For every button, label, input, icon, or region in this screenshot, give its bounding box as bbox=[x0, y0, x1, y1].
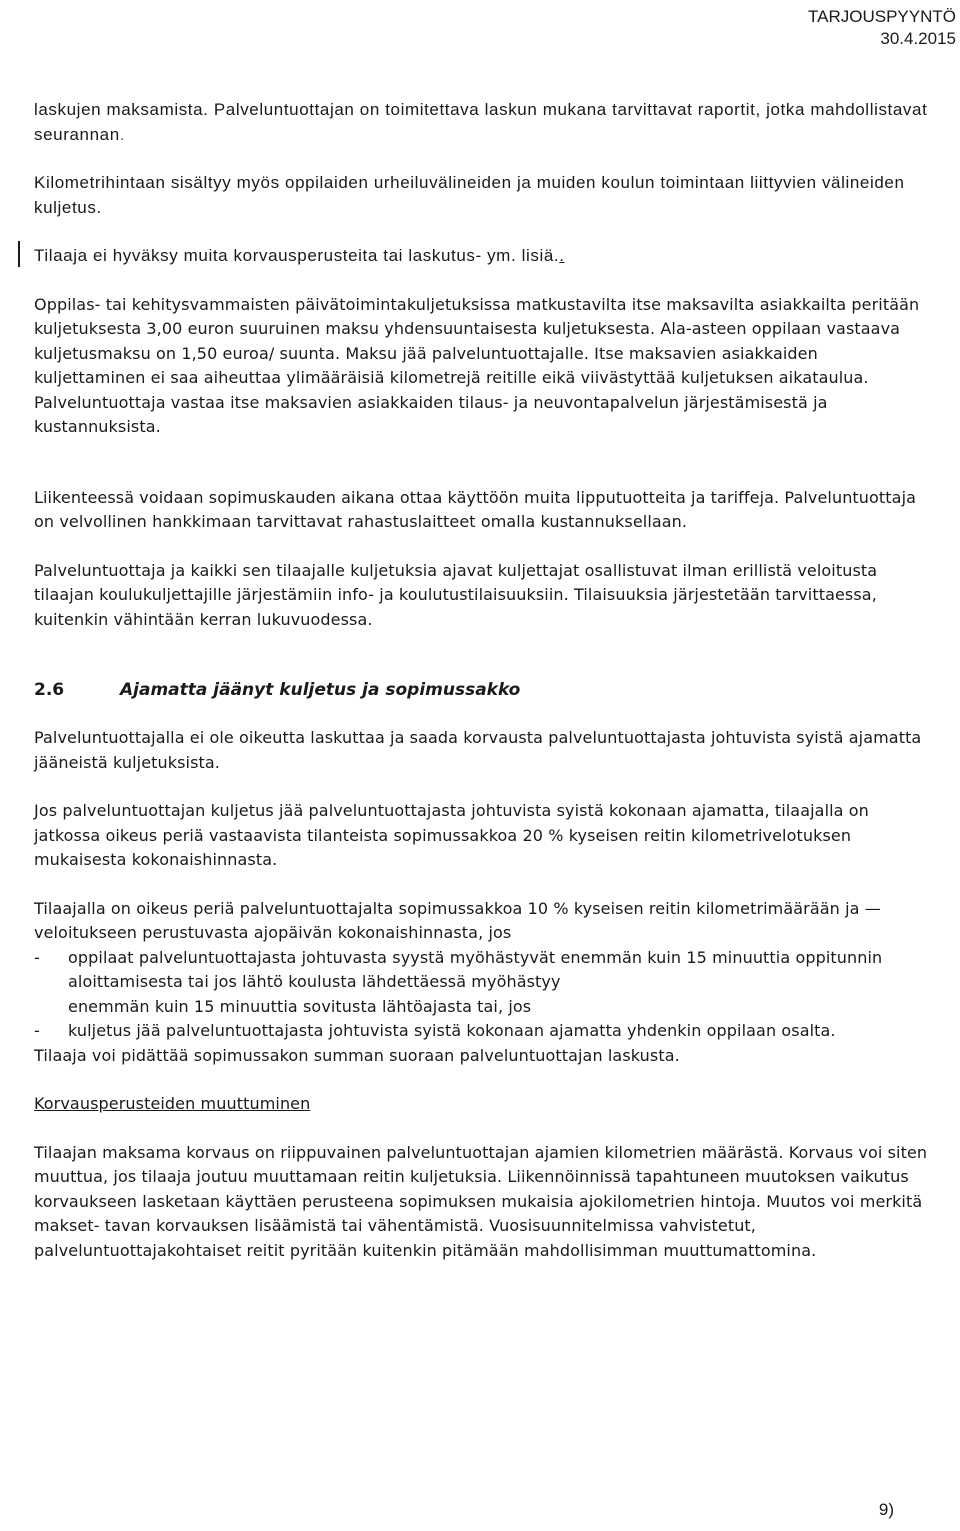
subsection-title: Korvausperusteiden muuttuminen bbox=[34, 1094, 311, 1113]
paragraph-self-paying-customers: Oppilas- tai kehitysvammaisten päivätoimintakuljetuksissa matkustavilta itse maksavilta asiakkailta peritään kuljetuksesta 3,00 euron suuruinen maksu yhdensuuntaisesta kuljetuksesta. Ala-asteen oppilaan vastaava kuljetusmaksu on 1,50 euroa/ suunta. Maksu jää palveluntuottajalle. Itse maksavien asiakkaiden kuljettaminen ei saa aiheuttaa ylimääräisiä kilometrejä reitille eikä viivästyttää kuljetuksen aikataulua. Palveluntuottaja vastaa itse maksavien asiakkaiden tilaus- ja neuvontapalvelun järjestämisestä ja kustannuksista. bbox=[34, 294, 920, 436]
paragraph-penalty-20: Jos palveluntuottajan kuljetus jää palveluntuottajasta johtuvista syistä kokonaan ajamatta, tilaajalla on jatkossa oikeus periä vastaavista tilanteista sopimussakkoa 20 % kyseisen reitin kilometrivelotuksen mukaisesta kokonaishinnasta. bbox=[34, 801, 869, 869]
page-header bbox=[808, 6, 956, 50]
document-body bbox=[34, 98, 934, 1263]
section-number: 2.6 bbox=[34, 680, 65, 700]
section-heading bbox=[34, 678, 934, 702]
paragraph-penalty-10: Tilaajalla on oikeus periä palveluntuottajalta sopimussakkoa 10 % kyseisen reitin kilometrimäärään ja —veloitukseen perustuvasta ajopäivän kokonaishinnasta, jos bbox=[34, 898, 881, 942]
paragraph-ticket-products: Liikenteessä voidaan sopimuskauden aikana ottaa käyttöön muita lipputuotteita ja tariffeja. Palveluntuottaja on velvollinen hankkimaan tarvittavat rahastuslaitteet omalla kustannuksellaan. bbox=[34, 487, 917, 531]
paragraph-withhold-penalty: Tilaaja voi pidättää sopimussakon summan suoraan palveluntuottajan laskusta. bbox=[34, 1045, 680, 1065]
revision-change-bar bbox=[18, 241, 20, 267]
section-title: Ajamatta jäänyt kuljetus ja sopimussakko bbox=[120, 680, 521, 700]
document-title: TARJOUSPYYNTÖ bbox=[808, 7, 956, 26]
paragraph-invoicing: laskujen maksamista. Palveluntuottajan on toimitettava laskun mukana tarvittavat raportit, jotka mahdollistavat seurannan. bbox=[34, 100, 928, 144]
paragraph-compensation-changes: Tilaajan maksama korvaus on riippuvainen palveluntuottajan ajamien kilometrien määrästä. Korvaus voi siten muuttua, jos tilaaja joutuu muuttamaan reitin kuljetuksia. Liikennöinnissä tapahtuneen muutoksen vaikutus korvaukseen lasketaan käyttäen perusteena sopimuksen mukaisia ajokilometrien hintoja. Muutos voi merkitä makset- tavan korvauksen lisäämistä tai vähentämistä. Vuosisuunnitelmissa vahvistetut, palveluntuottajakohtaiset reitit pyritään kuitenkin pitämään mahdollisimman muuttumattomina. bbox=[34, 1142, 928, 1260]
paragraph-no-compensation: Palveluntuottajalla ei ole oikeutta laskuttaa ja saada korvausta palveluntuottajasta johtuvista syistä ajamatta jääneistä kuljetuksista. bbox=[34, 728, 922, 772]
list-item: - oppilaat palveluntuottajasta johtuvasta syystä myöhästyvät enemmän kuin 15 minuuttia oppitunnin aloittamisesta tai jos lähtö koulusta lähdettäessä myöhästyy enemmän kuin 15 minuuttia sovitusta lähtöajasta tai, jos bbox=[34, 947, 883, 1016]
paragraph-no-extra-fees: Tilaaja ei hyväksy muita korvausperusteita tai laskutus- ym. lisiä.. bbox=[34, 246, 565, 265]
page-number: 9) bbox=[878, 1500, 894, 1519]
paragraph-driver-training: Palveluntuottaja ja kaikki sen tilaajalle kuljetuksia ajavat kuljettajat osallistuvat ilman erillistä veloitusta tilaajan koulukuljettajille järjestämiin info- ja koulutustilaisuuksiin. Tilaisuuksia järjestetään tarvittaessa, kuitenkin vähintään kerran lukuvuodessa. bbox=[34, 560, 878, 629]
paragraph-equipment-transport: Kilometrihintaan sisältyy myös oppilaiden urheiluvälineiden ja muiden koulun toimintaan liittyvien välineiden kuljetus. bbox=[34, 173, 905, 217]
list-item: - kuljetus jää palveluntuottajasta johtuvista syistä kokonaan ajamatta yhdenkin oppilaan osalta. bbox=[34, 1021, 836, 1040]
document-date: 30.4.2015 bbox=[880, 29, 956, 48]
